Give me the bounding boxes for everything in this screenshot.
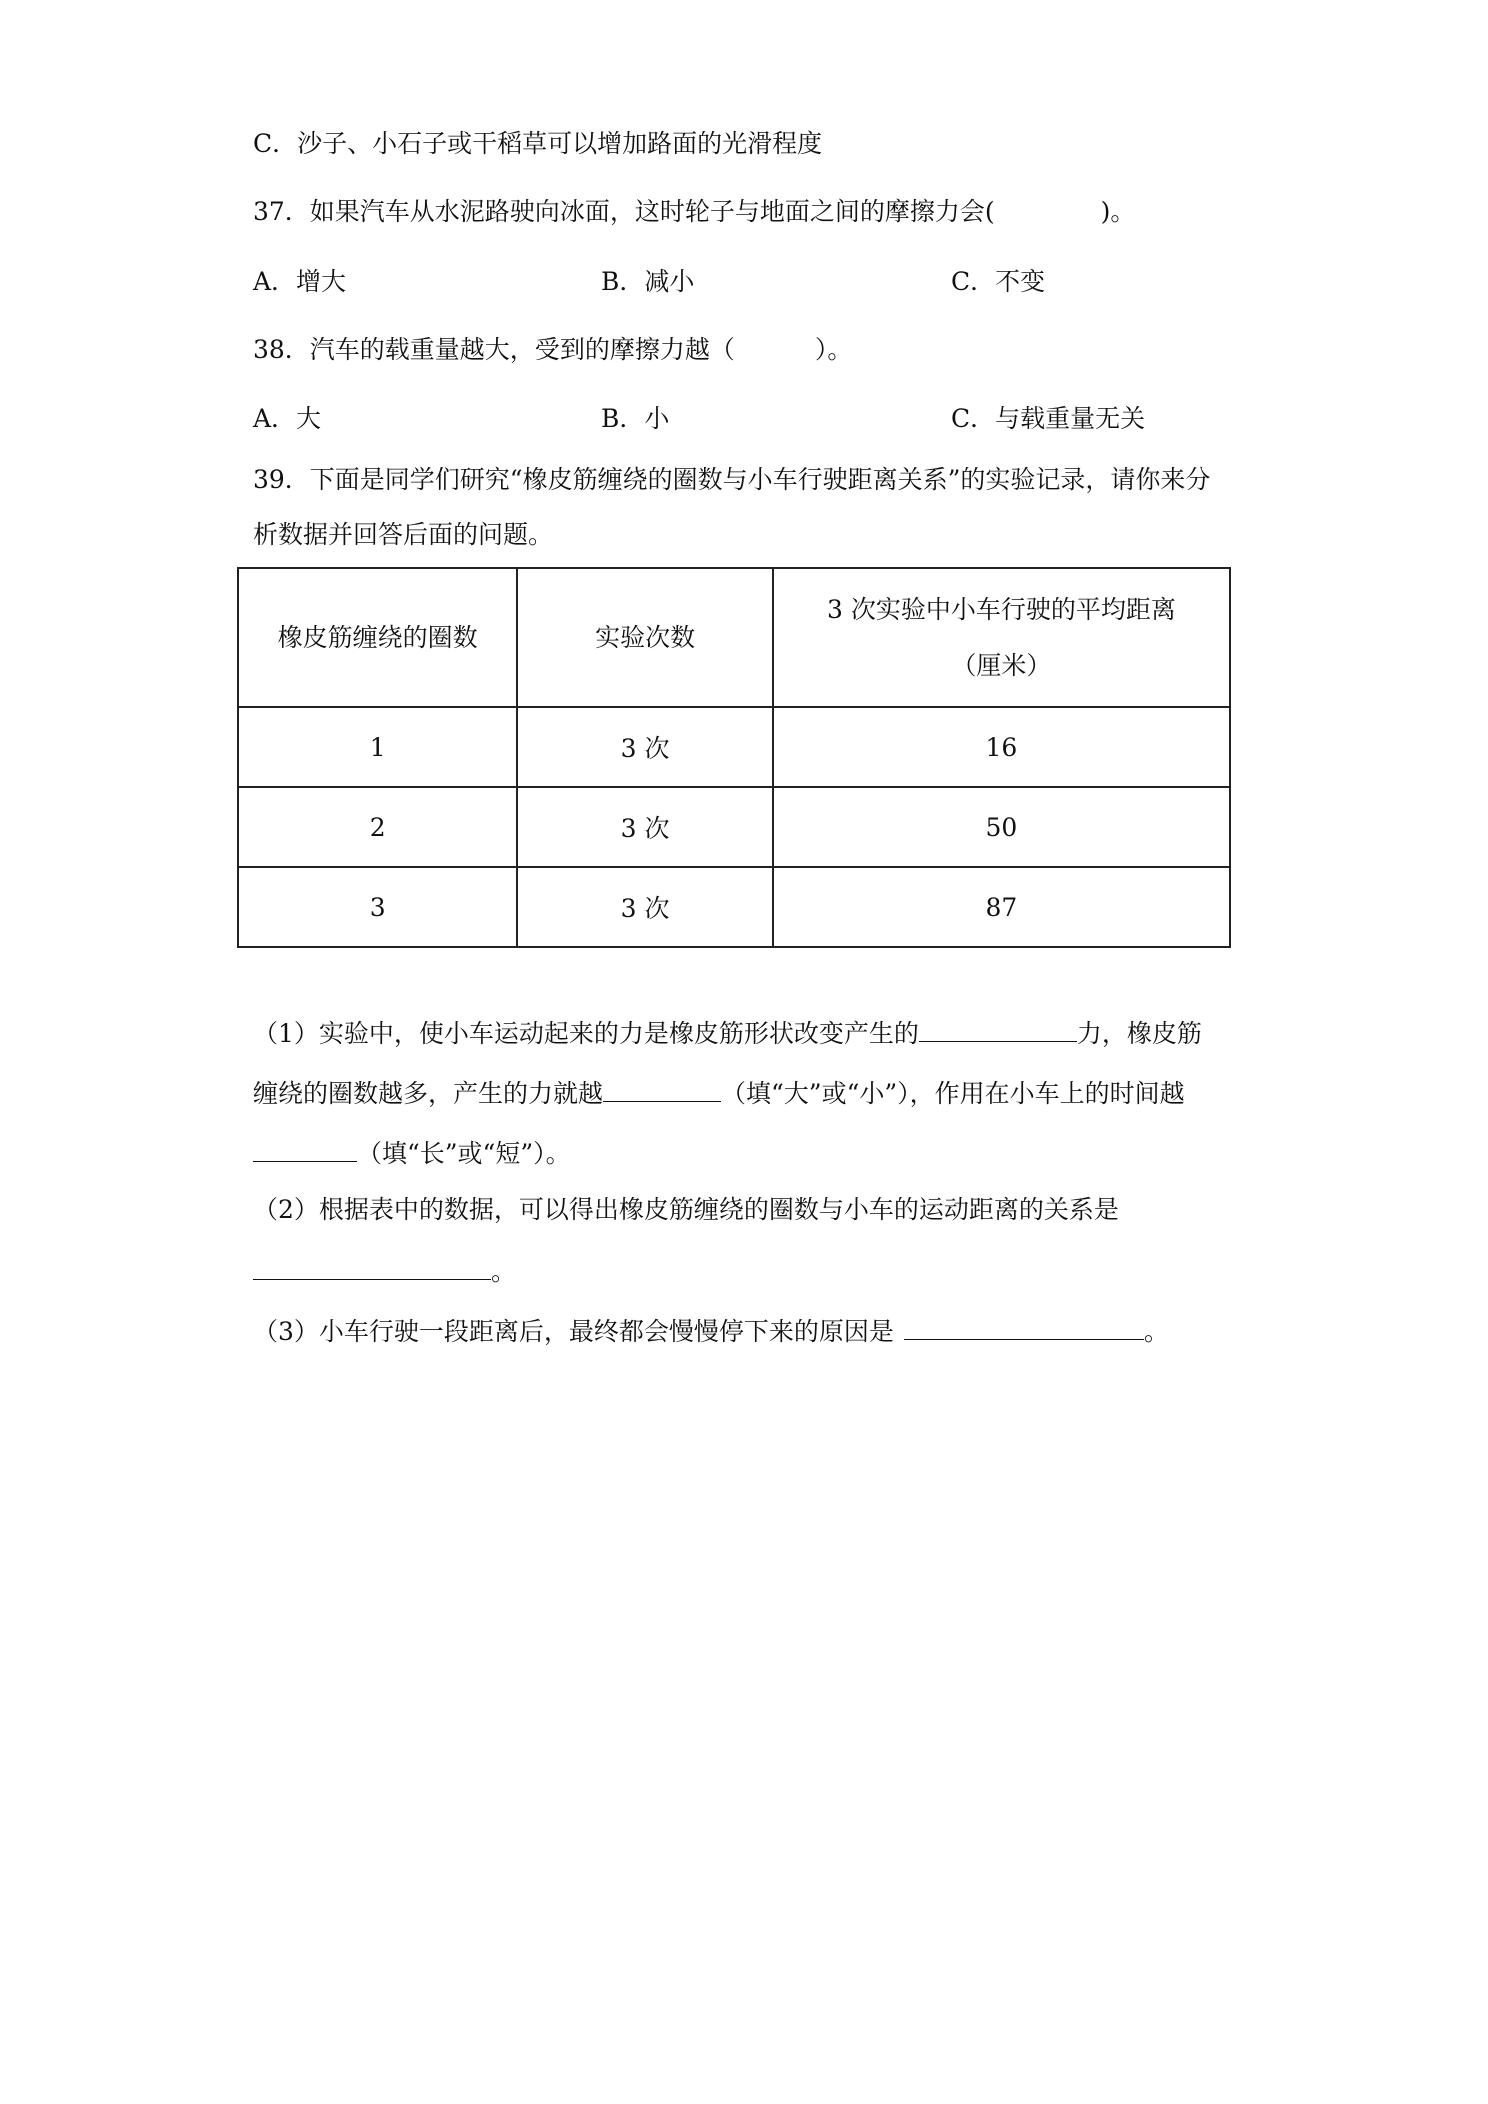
table-cell: 1 [238, 707, 517, 787]
table-cell: 3 [238, 867, 517, 947]
table-header: 实验次数 [517, 568, 772, 707]
answer-blank[interactable] [904, 1313, 1144, 1340]
answer-blank[interactable] [253, 1135, 357, 1162]
table-header-row [238, 568, 1230, 707]
table-row [238, 707, 1230, 787]
table-header-text: 3 次实验中小车行驶的平均距离（厘米） [826, 594, 1176, 680]
q37-stem-end: )。 [1100, 197, 1136, 226]
experiment-table [237, 567, 1231, 948]
table-row [238, 787, 1230, 867]
q38-option-b[interactable]: B．小 [601, 404, 670, 433]
sub2-text-end: 。 [491, 1257, 517, 1286]
table-header [773, 568, 1230, 707]
table-cell: 3 次 [517, 867, 772, 947]
table-cell: 2 [238, 787, 517, 867]
sub1-text-1: （1）实验中，使小车运动起来的力是橡皮筋形状改变产生的 [253, 1019, 919, 1048]
sub1-text-2: 力，橡皮筋 [1076, 1019, 1202, 1048]
q38-option-c[interactable]: C．与载重量无关 [951, 404, 1146, 433]
sub3-text: （3）小车行驶一段距离后，最终都会慢慢停下来的原因是 [253, 1317, 894, 1346]
answer-blank[interactable] [253, 1253, 491, 1280]
q38-stem [253, 333, 852, 367]
sub1-line-1 [253, 1015, 1202, 1051]
sub1-line-3 [253, 1135, 571, 1171]
q37-stem [253, 195, 1135, 229]
q38-stem-text: 38．汽车的载重量越大，受到的摩擦力越（ [253, 335, 735, 364]
q36-option-c: C．沙子、小石子或干稻草可以增加路面的光滑程度 [253, 129, 823, 158]
q37-option-b[interactable]: B．减小 [601, 267, 695, 296]
table-cell: 3 次 [517, 787, 772, 867]
table-cell: 16 [773, 707, 1230, 787]
sub3-text-end: 。 [1143, 1317, 1169, 1346]
q39-stem-line-2: 析数据并回答后面的问题。 [253, 520, 554, 549]
q39-stem-line-1: 39．下面是同学们研究“橡皮筋缠绕的圈数与小车行驶距离关系”的实验记录，请你来分 [253, 465, 1211, 494]
sub1-text-3: 缠绕的圈数越多，产生的力就越 [253, 1079, 604, 1108]
answer-blank[interactable] [603, 1075, 721, 1102]
q37-option-c[interactable]: C．不变 [951, 267, 1046, 296]
sub2-line-2 [253, 1253, 516, 1289]
table-header: 橡皮筋缠绕的圈数 [238, 568, 517, 707]
q38-stem-end: ）。 [814, 335, 853, 364]
table-cell: 3 次 [517, 707, 772, 787]
table-cell: 87 [773, 867, 1230, 947]
sub1-text-5: （填“长”或“短”）。 [357, 1139, 571, 1168]
table-row [238, 867, 1230, 947]
q37-stem-text: 37．如果汽车从水泥路驶向冰面，这时轮子与地面之间的摩擦力会( [253, 197, 995, 226]
q37-option-a[interactable]: A．增大 [253, 267, 347, 296]
sub3-line [253, 1313, 1169, 1349]
sub1-line-2 [253, 1075, 1185, 1111]
answer-blank[interactable] [919, 1015, 1077, 1042]
q38-option-a[interactable]: A．大 [253, 404, 322, 433]
sub2-line-1: （2）根据表中的数据，可以得出橡皮筋缠绕的圈数与小车的运动距离的关系是 [253, 1195, 1119, 1224]
table-cell: 50 [773, 787, 1230, 867]
sub1-text-4: （填“大”或“小”），作用在小车上的时间越 [721, 1079, 1185, 1108]
